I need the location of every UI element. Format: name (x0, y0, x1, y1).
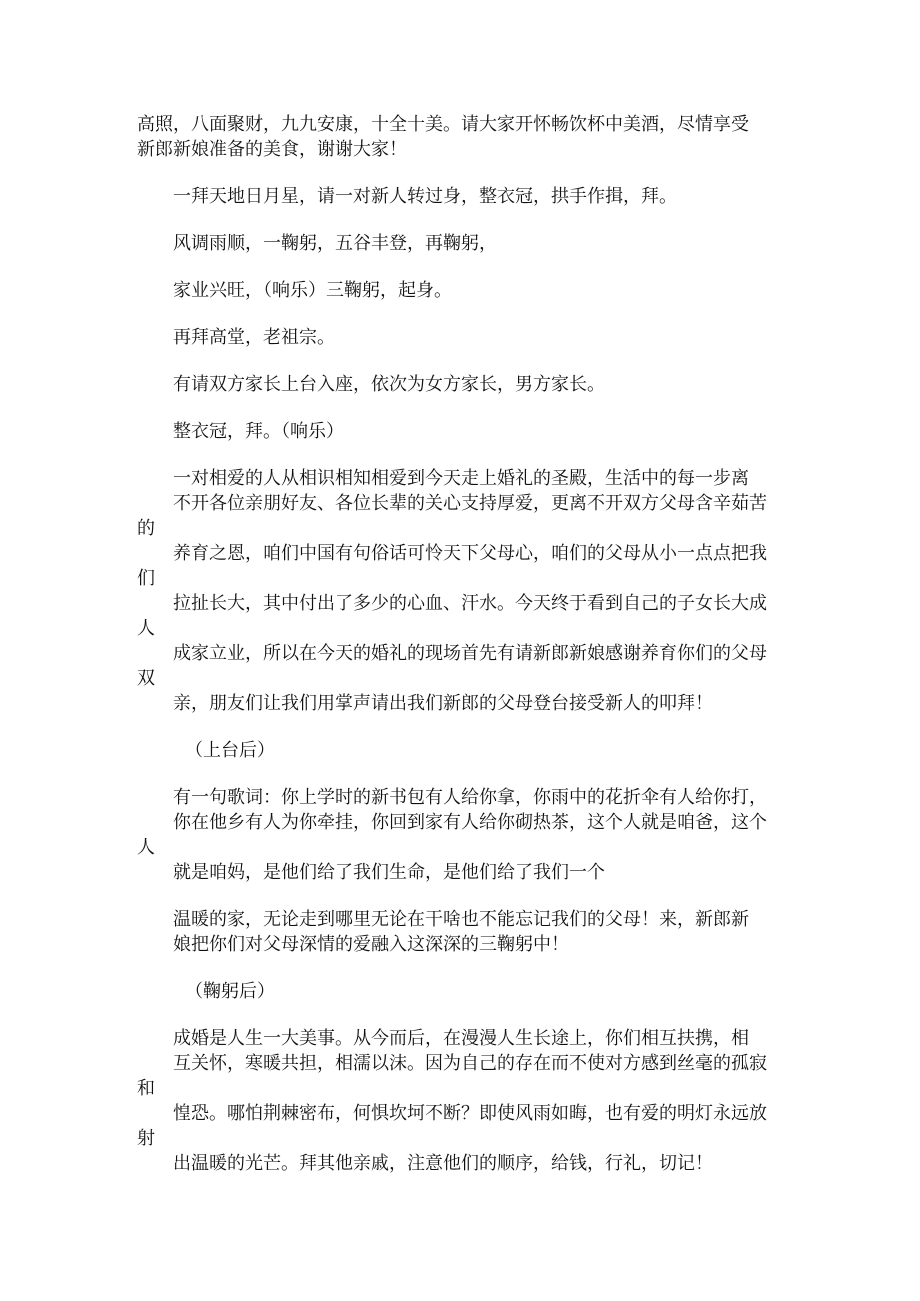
paragraph-line: 家业兴旺，（响乐）三鞠躬，起身。 (173, 280, 452, 301)
paragraph-line: 亲，朋友们让我们用掌声请出我们新郎的父母登台接受新人的叩拜！ (173, 693, 713, 714)
paragraph (137, 372, 783, 397)
paragraph-line: 再拜高堂，老祖宗。 (173, 327, 335, 348)
paragraph (137, 184, 783, 209)
paragraph (137, 738, 783, 763)
paragraph (137, 1026, 783, 1176)
paragraph-line: 风调雨顺，一鞠躬，五谷丰登，再鞠躬， (173, 233, 497, 254)
paragraph-line: 新郎新娘准备的美食，谢谢大家！ (137, 139, 407, 160)
paragraph (137, 466, 783, 716)
paragraph-line: 成家立业，所以在今天的婚礼的现场首先有请新郎新娘感谢养育你们的父母双 (137, 643, 767, 689)
paragraph-line: 养育之恩，咱们中国有句俗话可怜天下父母心，咱们的父母从小一点点把我们 (137, 543, 767, 589)
paragraph (137, 278, 783, 303)
paragraph-line: 一拜天地日月星，请一对新人转过身，整衣冠，拱手作揖，拜。 (173, 186, 677, 207)
paragraph-line: 整衣冠，拜。（响乐） (173, 421, 344, 442)
paragraph-line: 就是咱妈，是他们给了我们生命，是他们给了我们一个 (173, 862, 605, 883)
paragraph-line: 你在他乡有人为你牵挂，你回到家有人给你砌热茶，这个人就是咱爸，这个人 (137, 812, 767, 858)
paragraph (137, 785, 783, 885)
paragraph-line: 拉扯长大，其中付出了多少的心血、汗水。今天终于看到自己的子女长大成人 (137, 593, 767, 639)
paragraph-line: （上台后） (185, 740, 275, 761)
paragraph-line: 温暖的家，无论走到哪里无论在干啥也不能忘记我们的父母！来，新郎新 (173, 909, 749, 930)
paragraph-line: 互关怀，寒暖共担，相濡以沫。因为自己的存在而不使对方感到丝毫的孤寂和 (137, 1053, 767, 1099)
paragraph-line: （鞠躬后） (185, 981, 275, 1002)
paragraph-line: 惶恐。哪怕荆棘密布，何惧坎坷不断？即使风雨如晦，也有爱的明灯永远放射 (137, 1103, 767, 1149)
paragraph-line: 娘把你们对父母深情的爱融入这深深的三鞠躬中！ (173, 934, 569, 955)
paragraph-line: 有请双方家长上台入座，依次为女方家长，男方家长。 (173, 374, 605, 395)
paragraph-line: 有一句歌词：你上学时的新书包有人给你拿，你雨中的花折伞有人给你打， (173, 787, 767, 808)
paragraph (137, 325, 783, 350)
paragraph (137, 419, 783, 444)
paragraph-line: 出温暖的光芒。拜其他亲戚，注意他们的顺序，给钱，行礼，切记！ (173, 1153, 713, 1174)
paragraph-line: 成婚是人生一大美事。从今而后，在漫漫人生长途上，你们相互扶携，相 (173, 1028, 749, 1049)
paragraph (137, 979, 783, 1004)
paragraph-line: 不开各位亲朋好友、各位长辈的关心支持厚爱，更离不开双方父母含辛茹苦的 (137, 493, 767, 539)
paragraph (137, 231, 783, 256)
document-body (137, 112, 783, 1198)
paragraph (137, 112, 783, 162)
paragraph-line: 高照，八面聚财，九九安康，十全十美。请大家开怀畅饮杯中美酒，尽情享受 (137, 114, 749, 135)
paragraph-line: 一对相爱的人从相识相知相爱到今天走上婚礼的圣殿，生活中的每一步离 (173, 468, 749, 489)
paragraph (137, 907, 783, 957)
